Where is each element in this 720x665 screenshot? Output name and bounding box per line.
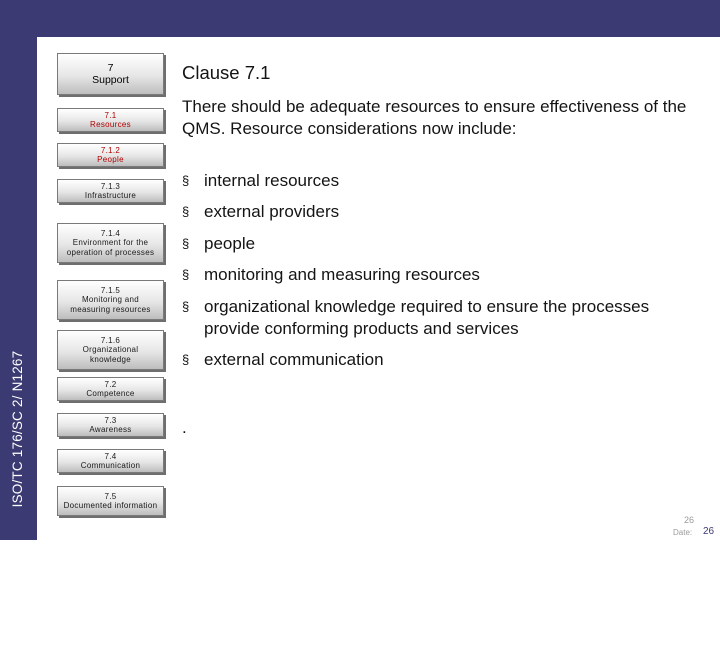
slide-title: Clause 7.1: [182, 62, 271, 83]
bullet-marker-icon: §: [182, 352, 190, 367]
tree-box-line: 7.4: [104, 451, 117, 461]
bullet-marker-icon: §: [182, 236, 190, 251]
bullet-marker-icon: §: [182, 267, 190, 282]
trailing-period: .: [182, 418, 187, 437]
tree-box-7-3-awareness: [57, 413, 164, 437]
tree-box-7-1-2-people: [57, 143, 164, 167]
bullet-marker-icon: §: [182, 173, 190, 188]
bullet-text: monitoring and measuring resources: [204, 265, 480, 284]
tree-box-7-1-5-monitoring: [57, 280, 164, 320]
bullet-text: internal resources: [204, 171, 340, 190]
tree-box-7-2-competence: [57, 377, 164, 401]
tree-box-line: Environment for the: [72, 238, 149, 248]
tree-box-line: Competence: [86, 389, 135, 398]
tree-box-line: 7.1: [104, 110, 117, 120]
tree-box-line: 7.3: [104, 415, 117, 425]
top-banner: [0, 0, 720, 37]
tree-box-line: Infrastructure: [84, 191, 137, 200]
tree-box-7-1-6-knowledge: [57, 330, 164, 370]
tree-box-line: 7.1.5: [100, 285, 121, 295]
tree-box-line: 7.1.4: [100, 228, 121, 238]
bullet-marker-icon: §: [182, 204, 190, 219]
tree-box-line: Monitoring and: [81, 295, 140, 305]
tree-box-line: Documented information: [63, 501, 158, 510]
document-reference-label: ISO/TC 176/SC 2/ N1267: [10, 350, 25, 508]
tree-box-line: 7.1.3: [100, 181, 121, 191]
tree-box-7-5-documented-information: [57, 486, 164, 516]
tree-box-7-1-3-infrastructure: [57, 179, 164, 203]
tree-box-line: Communication: [80, 461, 141, 470]
tree-box-line: Organizational: [82, 345, 139, 355]
page-number-footer: 26: [703, 526, 715, 537]
tree-box-line: 7.1.2: [100, 145, 121, 155]
bullet-marker-icon: §: [182, 299, 190, 314]
tree-box-7-support: [57, 53, 164, 95]
tree-box-line: measuring resources: [70, 304, 151, 314]
tree-box-7-1-4-environment: [57, 223, 164, 263]
page-number: 26: [684, 515, 695, 525]
tree-box-7-1-resources: [57, 108, 164, 132]
tree-box-line: 7: [107, 62, 114, 74]
tree-box-line: People: [97, 155, 124, 164]
tree-box-line: 7.5: [104, 491, 117, 501]
tree-box-line: knowledge: [90, 354, 131, 364]
date-label: Date:: [673, 528, 693, 537]
bullet-text: people: [204, 234, 256, 253]
tree-box-line: Resources: [90, 120, 131, 129]
tree-box-line: 7.1.6: [100, 335, 121, 345]
intro-paragraph: There should be adequate resources to ensure effectiveness of the QMS. Resource considerations now include:: [182, 97, 687, 138]
tree-box-line: operation of processes: [66, 247, 155, 257]
bullet-text: organizational knowledge required to ensure the processes provide conforming products and services: [204, 297, 650, 338]
tree-box-line: Support: [92, 74, 129, 86]
tree-box-line: Awareness: [89, 425, 132, 434]
bullet-text: external providers: [204, 202, 340, 221]
bullet-text: external communication: [204, 350, 384, 369]
tree-box-7-4-communication: [57, 449, 164, 473]
tree-box-line: 7.2: [104, 379, 117, 389]
